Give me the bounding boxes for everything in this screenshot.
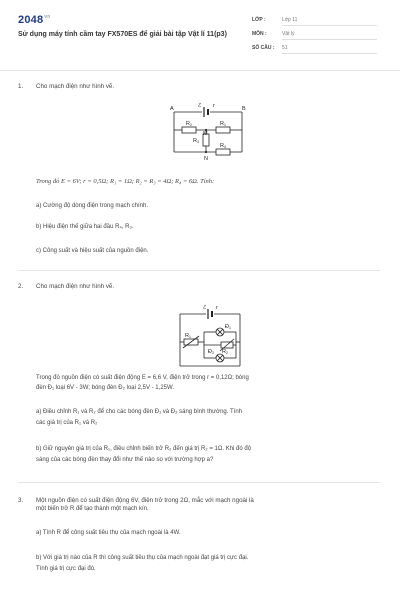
circuit-diagram-1 xyxy=(168,100,248,170)
subject-value: Vật lý xyxy=(282,31,377,40)
page-title: Sử dụng máy tính cầm tay FX570ES để giải bài tập Vật lí 11(p3) xyxy=(18,31,227,38)
class-label: LỚP : xyxy=(252,17,266,23)
logo-text: 2048 xyxy=(18,14,44,26)
r2-label: R2 xyxy=(186,121,192,127)
question-prompt-line-1: Một nguồn điện có suất điện động 6V, điện trở trong 2Ω, mắc với mạch ngoài là xyxy=(36,497,254,504)
node-m-label: M xyxy=(203,131,208,137)
question-3-part-b-line-1: b) Với giá trị nào của R thì công suất tiêu thụ của mạch ngoài đạt giá trị cực đại. xyxy=(36,555,249,561)
question-number: 3. xyxy=(18,497,24,504)
question-prompt: Cho mạch điện như hình vẽ. xyxy=(36,83,115,90)
question-1-part-c: c) Công suất và hiệu suất của nguồn điện. xyxy=(36,248,149,254)
question-1-part-a: a) Cường độ dòng điện trong mạch chính. xyxy=(36,203,149,209)
question-3-part-b-line-2: Tính giá trị cực đại đó. xyxy=(36,566,96,572)
internal-resistance-label: r xyxy=(216,305,218,311)
question-2-part-a-line-1: a) Điều chỉnh R₁ và R₂ để cho các bóng đèn Đ₁ và Đ₂ sáng bình thường. Tính xyxy=(36,409,242,415)
class-value: Lớp 11 xyxy=(282,17,377,26)
node-a-label: A xyxy=(170,106,174,112)
source-label: ℰ xyxy=(198,103,202,109)
r1-label: R1 xyxy=(220,121,226,127)
question-2-part-b-line-1: b) Giữ nguyên giá trị của R₁, điều chỉnh biến trở R₂ đến giá trị R₂ = 1Ω. Khi đó độ xyxy=(36,446,252,452)
d2-label: Đ2 xyxy=(208,349,214,355)
node-n-label: N xyxy=(204,156,208,162)
question-count-field xyxy=(252,45,288,51)
question-divider xyxy=(18,270,380,271)
node-n-dot xyxy=(205,151,207,153)
question-2-given-line-2: đèn Đ₁ loại 6V - 3W; bóng đèn Đ₂ loại 2,5V - 1,25W. xyxy=(36,385,174,391)
question-3-prompt-line-2: một biến trở R để tạo thành một mạch kín. xyxy=(36,506,149,512)
question-2-part-b-line-2: sáng của các bóng đèn thay đổi như thế nào so với trường hợp a? xyxy=(36,457,214,463)
question-2-given-line-1: Trong đó nguồn điện có suất điện động E = 6,6 V, điện trở trong r = 0,12Ω; bóng xyxy=(36,375,249,381)
internal-resistance-label: r xyxy=(213,103,215,109)
question-2-part-a-line-2: các giá trị của R₁ và R₂ xyxy=(36,420,98,426)
page-header xyxy=(0,0,400,71)
question-divider xyxy=(18,482,380,483)
r3-label: R3 xyxy=(193,138,199,144)
question-number: 1. xyxy=(18,83,24,90)
source-label: ℰ xyxy=(203,305,207,311)
subject-field xyxy=(252,31,295,37)
question-3-part-a: a) Tính R để công suất tiêu thụ của mạch ngoài là 4W. xyxy=(36,530,181,536)
question-1-given: Trong đó E = 6V; r = 0,5Ω; R₁ = 1Ω; R₂ = R₃ = 4Ω; R₄ = 6Ω. Tính: xyxy=(36,178,215,185)
class-field xyxy=(252,17,298,23)
question-1-part-b: b) Hiệu điện thế giữa hai đầu R₄, R₃. xyxy=(36,224,134,230)
node-b-label: B xyxy=(242,106,246,112)
r1-label: R1 xyxy=(185,333,191,339)
question-prompt: Cho mạch điện như hình vẽ. xyxy=(36,283,115,290)
question-count-label: SỐ CÂU : xyxy=(252,45,275,51)
site-logo[interactable] xyxy=(18,14,51,26)
logo-suffix: vn xyxy=(44,14,51,21)
d1-label: Đ1 xyxy=(225,324,231,330)
question-number: 2. xyxy=(18,283,24,290)
r4-label: R4 xyxy=(220,143,226,149)
question-count-value: 51 xyxy=(282,45,377,54)
subject-label: MÔN : xyxy=(252,31,267,37)
r2-label: R2 xyxy=(222,349,228,355)
circuit-diagram-2 xyxy=(176,302,246,372)
